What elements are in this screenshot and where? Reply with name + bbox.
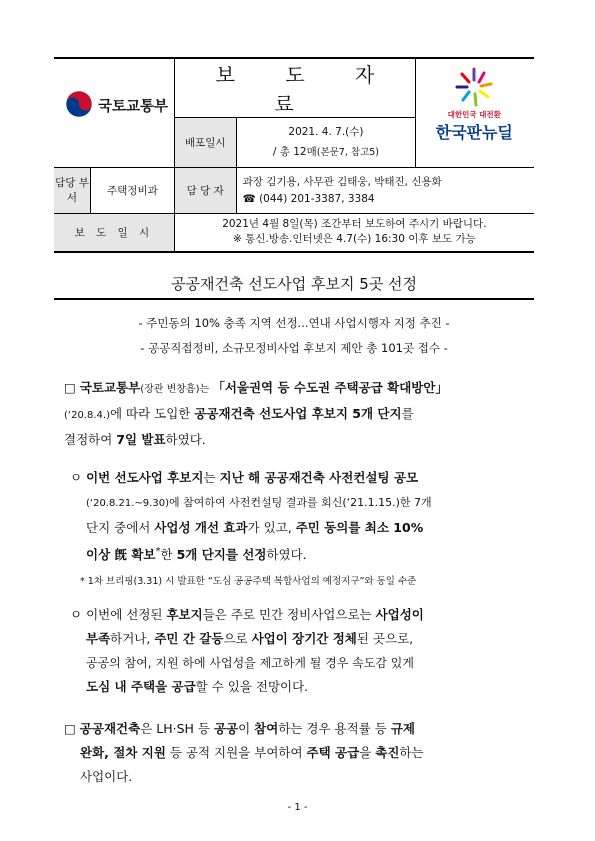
release-line-1: 2021년 4월 8일(목) 조간부터 보도하여 주시기 바랍니다. — [222, 218, 487, 231]
p1-policy: 「서울권역 등 수도권 주택공급 확대방안」 — [212, 380, 448, 395]
person-label: 담 당 자 — [174, 168, 236, 214]
p1-ministry: 국토교통부 — [79, 380, 141, 395]
p4-housing: 주택 공급 — [306, 745, 360, 760]
p3-text-1: 이번에 선정된 — [86, 607, 167, 622]
p2-period: (‘20.8.21.~9.30) — [86, 498, 169, 509]
p1-date: (‘20.8.4.) — [64, 410, 110, 421]
p1-minister: (장관 변창흠)는 — [140, 384, 213, 395]
p3-lacking: 부족 — [86, 631, 111, 646]
subheadline-2: - 공공직접정비, 소규모정비사업 후보지 제안 총 101곳 접수 - — [140, 341, 448, 355]
p4-public: 공공 — [213, 721, 239, 736]
p2-text-6: 하였다. — [266, 547, 307, 563]
p3-conflict: 주민 간 갈등 — [154, 631, 224, 646]
page-title — [174, 58, 416, 118]
dept-label: 담당 부서 — [54, 168, 91, 213]
p4-participate: 참여 — [254, 721, 279, 736]
subheadline-1: - 주민동의 10% 충족 지역 선정...연내 사업시행자 지정 추진 - — [138, 316, 450, 330]
new-deal-small-text: 대한민국 대전환 — [447, 110, 501, 119]
p4-text-5: 을 — [359, 745, 376, 760]
p1-text-2: 를 — [401, 406, 414, 421]
p2-secured: 이상 旣 확보 — [86, 547, 156, 563]
phone-icon: ☎ — [242, 192, 256, 205]
p3-text-7: 할 수 있을 전망이다. — [195, 679, 309, 694]
dept-value: 주택정비과 — [107, 185, 158, 197]
release-info — [174, 214, 534, 252]
p3-text-5: 된 곳으로, — [356, 631, 414, 646]
page-number: - 1 - — [287, 802, 308, 813]
p2-sites: 이번 선도사업 후보지 — [86, 470, 204, 485]
phone-number: (044) 201-3387, 3384 — [259, 192, 375, 205]
paragraph-1 — [64, 376, 536, 452]
p4-term: 공공재건축 — [79, 721, 141, 736]
page-count-detail: (본문7, 참고5) — [316, 147, 379, 158]
p2-consult: 지난 해 공공재건축 사전컨설팅 공모 — [219, 470, 419, 485]
paragraph-3 — [70, 603, 536, 699]
p4-text-3: 하는 경우 용적률 등 — [278, 721, 391, 736]
p4-promote: 촉진 — [375, 745, 400, 760]
person-contact — [236, 168, 534, 214]
distribution-info — [236, 118, 416, 168]
p4-text-2: 이 — [238, 721, 255, 736]
circle-bullet-icon: ㅇ — [70, 470, 83, 485]
new-deal-emblem-icon — [454, 67, 494, 107]
new-deal-big-text: 한국판뉴딜 — [435, 123, 513, 142]
p3-text-4: 으로 — [223, 631, 252, 646]
ministry-logo-text: 국토교통부 — [98, 99, 169, 115]
title-text: 보 도 자 료 — [215, 63, 397, 116]
page-count-total: / 총 12매 — [272, 146, 317, 158]
p2-text-2: 에 참여하여 사전컨설팅 결과를 회신(‘21.1.15.)한 7개 — [168, 496, 432, 509]
p3-text-2: 들은 주로 민간 정비사업으로는 — [202, 607, 376, 622]
ministry-logo — [54, 58, 174, 168]
p1-text-3: 결정하여 — [64, 432, 117, 447]
p1-announce: 7일 발표 — [116, 432, 166, 447]
release-label: 보 도 일 시 — [54, 214, 174, 252]
p3-supply: 도심 내 주택을 공급 — [86, 679, 196, 694]
p4-regulation: 규제 — [390, 721, 415, 736]
new-deal-logo — [416, 58, 534, 168]
p4-text-6: 하는 — [399, 745, 424, 760]
p4-text-1: 은 LH·SH 등 — [140, 721, 214, 736]
p4-text-7: 사업이다. — [80, 769, 133, 784]
dept-row — [54, 168, 174, 214]
taegeuk-icon — [64, 89, 94, 119]
circle-bullet-icon: ㅇ — [70, 607, 83, 622]
distribution-label: 배포일시 — [174, 118, 236, 168]
p2-text-4: 가 있고, — [247, 520, 296, 535]
distribution-date: 2021. 4. 7.(수) — [288, 126, 364, 138]
p3-sites: 후보지 — [166, 607, 203, 622]
p3-text-6: 공공의 참여, 지원 하에 사업성을 제고하게 될 경우 속도감 있게 — [86, 656, 414, 670]
p1-text-4: 하였다. — [165, 432, 206, 447]
p3-stalled: 사업이 장기간 정체 — [251, 631, 357, 646]
paragraph-2 — [70, 466, 536, 567]
p3-feasibility: 사업성이 — [375, 607, 424, 622]
press-header-table — [54, 57, 534, 253]
headline-divider — [54, 298, 534, 300]
p2-selected: 5개 단지를 선정 — [176, 547, 267, 563]
p2-text-3: 단지 중에서 — [86, 520, 155, 535]
square-bullet-icon: □ — [64, 721, 76, 736]
p2-footnote-mark: * — [155, 546, 161, 557]
p2-effect: 사업성 개선 효과 — [154, 520, 248, 535]
square-bullet-icon: □ — [64, 380, 76, 395]
p3-text-3: 하거나, — [110, 631, 155, 646]
release-line-2: ※ 통신.방송.인터넷은 4.7(수) 16:30 이후 보도 가능 — [232, 233, 476, 246]
person-names: 과장 김기용, 사무관 김태웅, 박태진, 신용화 — [242, 175, 442, 188]
p2-text-5: 한 — [160, 547, 177, 563]
footnote: * 1차 브리핑(3.31) 시 발표한 “도심 공공주택 복합사업의 예정지구”와 동일 수준 — [80, 576, 417, 587]
p1-sites: 공공재건축 선도사업 후보지 5개 단지 — [194, 406, 402, 421]
page-count — [237, 142, 416, 163]
p2-text-1: 는 — [203, 470, 220, 485]
phone-line — [243, 191, 534, 208]
p4-relax: 완화, 절차 지원 — [80, 745, 166, 760]
p4-text-4: 등 공적 지원을 부여하여 — [165, 745, 307, 760]
p1-text-1: 에 따라 도입한 — [109, 406, 195, 421]
headline: 공공재건축 선도사업 후보지 5곳 선정 — [171, 275, 417, 293]
paragraph-4 — [64, 717, 536, 789]
p2-consent: 주민 동의를 최소 10% — [295, 520, 424, 535]
